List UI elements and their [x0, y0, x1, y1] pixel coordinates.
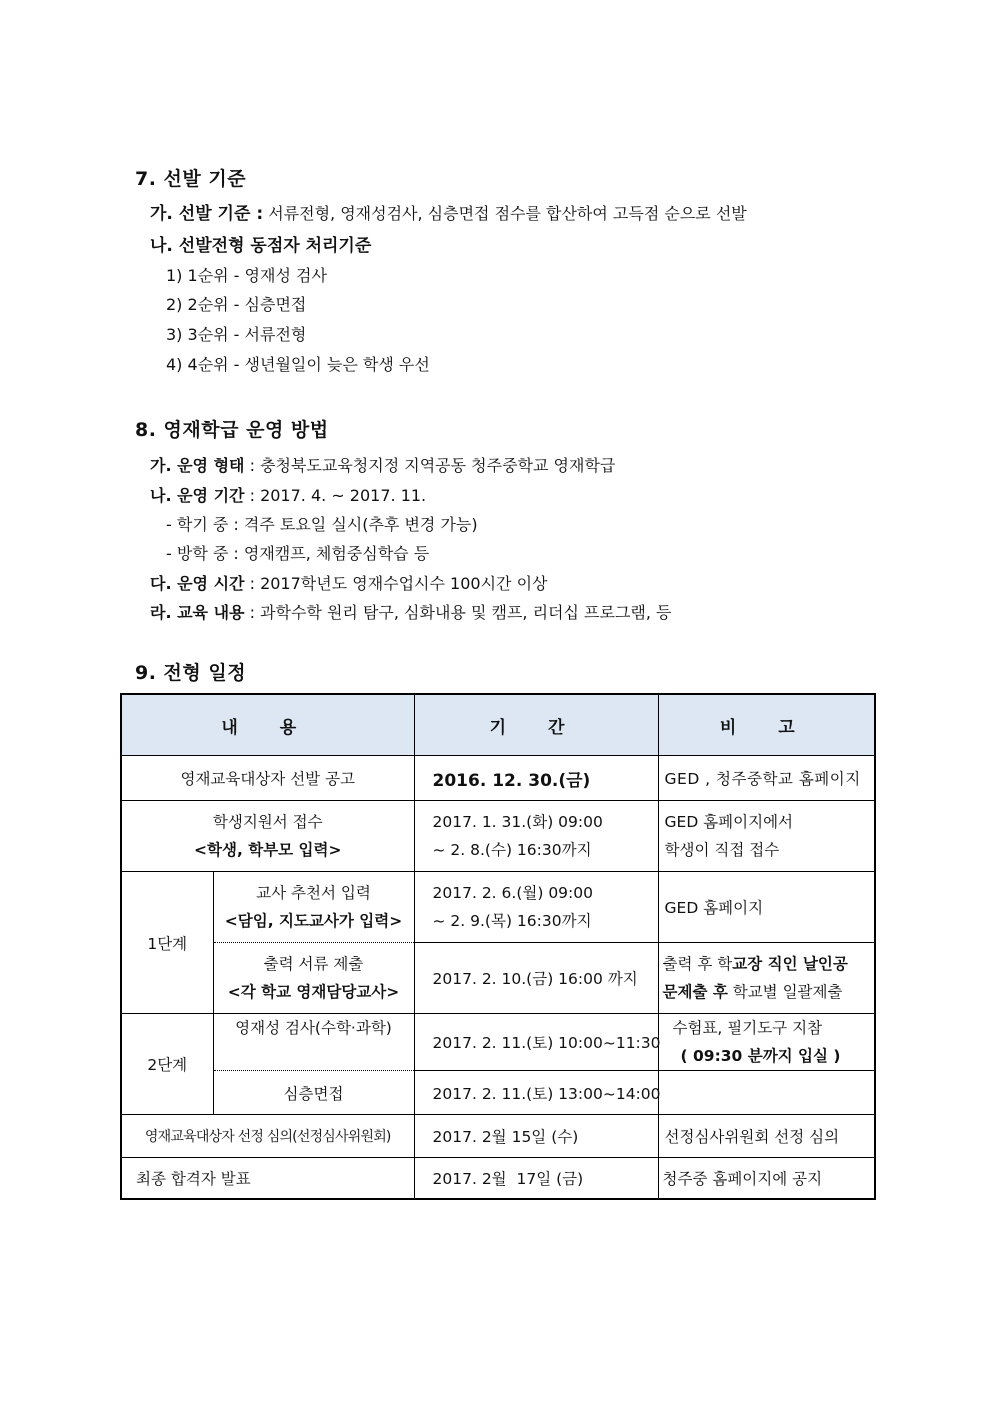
schedule-table [120, 693, 876, 1200]
s8-item-a [150, 453, 615, 476]
content-line: 출력 서류 제출 [263, 955, 364, 973]
section-7-heading: 7. 선발 기준 [135, 168, 247, 190]
cell-period: 2017. 2. 11.(토) 10:00~11:30 [414, 1014, 658, 1071]
stage-label: 1단계 [121, 872, 213, 1014]
table-row [121, 1014, 875, 1071]
table-row [121, 801, 875, 872]
table-header-row [121, 694, 875, 756]
table-row [121, 943, 875, 1014]
s8-item-b [150, 483, 426, 506]
table-row [121, 872, 875, 943]
s8-item-a-label: 가. 운영 형태 [150, 456, 245, 475]
s7-criteria-1: 1) 1순위 - 영재성 검사 [166, 266, 327, 285]
content-line: <학생, 학부모 입력> [194, 841, 342, 859]
cell-content [213, 872, 414, 943]
cell-content: 영재성 검사(수학·과학) [213, 1014, 414, 1071]
period-line: ~ 2. 9.(목) 16:30까지 [432, 912, 592, 930]
note-line [663, 978, 869, 1006]
s7-criteria-3: 3) 3순위 - 서류전형 [166, 325, 307, 344]
cell-note [658, 1071, 875, 1115]
s7-criteria-4: 4) 4순위 - 생년월일이 늦은 학생 우선 [166, 355, 430, 374]
note-part: 출력 후 학 [662, 955, 733, 973]
period-line: ~ 2. 8.(수) 16:30까지 [432, 841, 592, 859]
note-part-bold: 교장 직인 날인공 [732, 955, 848, 973]
cell-note: GED 홈페이지 [658, 872, 875, 943]
header-period: 기 간 [414, 694, 658, 756]
header-note: 비 고 [658, 694, 875, 756]
period-line: 2017. 1. 31.(화) 09:00 [432, 813, 603, 831]
note-line [663, 950, 869, 978]
note-line: 학생이 직접 접수 [664, 841, 780, 859]
s7-item-a-label: 가. 선발 기준 : [150, 204, 264, 224]
s8-item-c [150, 571, 548, 594]
note-part: 학교별 일괄제출 [727, 983, 843, 1001]
s7-criteria-2: 2) 2순위 - 심층면접 [166, 295, 307, 314]
s8-item-d-text: : 과학수학 원리 탐구, 심화내용 및 캠프, 리더십 프로그램, 등 [244, 603, 672, 622]
s8-item-c-label: 다. 운영 시간 [150, 574, 245, 593]
s7-item-a [150, 199, 747, 224]
s8-item-d-label: 라. 교육 내용 [150, 603, 245, 622]
section-8-heading: 8. 영재학급 운영 방법 [135, 419, 329, 441]
cell-note: 청주중 홈페이지에 공지 [658, 1158, 875, 1199]
cell-note: GED , 청주중학교 홈페이지 [658, 756, 875, 801]
cell-period: 2017. 2월 15일 (수) [414, 1115, 658, 1158]
cell-note: 선정심사위원회 선정 심의 [658, 1115, 875, 1158]
cell-note [658, 801, 875, 872]
s7-item-b-label: 나. 선발전형 동점자 처리기준 [150, 236, 372, 256]
content-line: <각 학교 영재담당교사> [227, 983, 400, 1001]
note-part-bold: 문제출 후 [662, 983, 728, 1001]
cell-period: 2017. 2월 17일 (금) [414, 1158, 658, 1199]
s8-item-b-sub1: - 학기 중 : 격주 토요일 실시(추후 변경 가능) [166, 515, 478, 534]
table-row [121, 1158, 875, 1199]
cell-note [658, 943, 875, 1014]
cell-content [213, 943, 414, 1014]
cell-period [414, 872, 658, 943]
cell-period [414, 801, 658, 872]
s8-item-d [150, 600, 672, 623]
cell-content [121, 801, 414, 872]
cell-content: 최종 합격자 발표 [121, 1158, 414, 1199]
cell-note [658, 1014, 875, 1071]
s8-item-a-text: : 충청북도교육청지정 지역공동 청주중학교 영재학급 [244, 456, 616, 475]
cell-period: 2016. 12. 30.(금) [414, 756, 658, 801]
table-row [121, 1071, 875, 1115]
table-row [121, 1115, 875, 1158]
stage-label: 2단계 [121, 1014, 213, 1115]
cell-content: 영재교육대상자 선발 공고 [121, 756, 414, 801]
cell-content: 영재교육대상자 선정 심의(선정심사위원회) [121, 1115, 414, 1158]
note-line: GED 홈페이지에서 [664, 813, 794, 831]
s8-item-c-text: : 2017학년도 영재수업시수 100시간 이상 [244, 574, 548, 593]
note-line: 수험표, 필기도구 지참 [672, 1019, 823, 1037]
cell-content: 심층면접 [213, 1071, 414, 1115]
s8-item-b-sub2: - 방학 중 : 영재캠프, 체험중심학습 등 [166, 544, 430, 563]
cell-period: 2017. 2. 11.(토) 13:00~14:00 [414, 1071, 658, 1115]
s8-item-b-label: 나. 운영 기간 [150, 486, 245, 505]
content-line: 교사 추천서 입력 [256, 884, 371, 902]
content-line: 학생지원서 접수 [212, 813, 323, 831]
table-row [121, 756, 875, 801]
period-line: 2017. 2. 6.(월) 09:00 [432, 884, 593, 902]
s8-item-b-text: : 2017. 4. ~ 2017. 11. [244, 486, 427, 505]
s7-item-a-text: 서류전형, 영재성검사, 심층면접 점수를 합산하여 고득점 순으로 선발 [263, 204, 747, 223]
s7-item-b [150, 231, 371, 256]
note-line: ( 09:30 분까지 입실 ) [680, 1047, 841, 1065]
content-line: <담임, 지도교사가 입력> [224, 912, 403, 930]
cell-period: 2017. 2. 10.(금) 16:00 까지 [414, 943, 658, 1014]
section-9-heading: 9. 전형 일정 [135, 662, 247, 684]
header-content: 내 용 [121, 694, 414, 756]
